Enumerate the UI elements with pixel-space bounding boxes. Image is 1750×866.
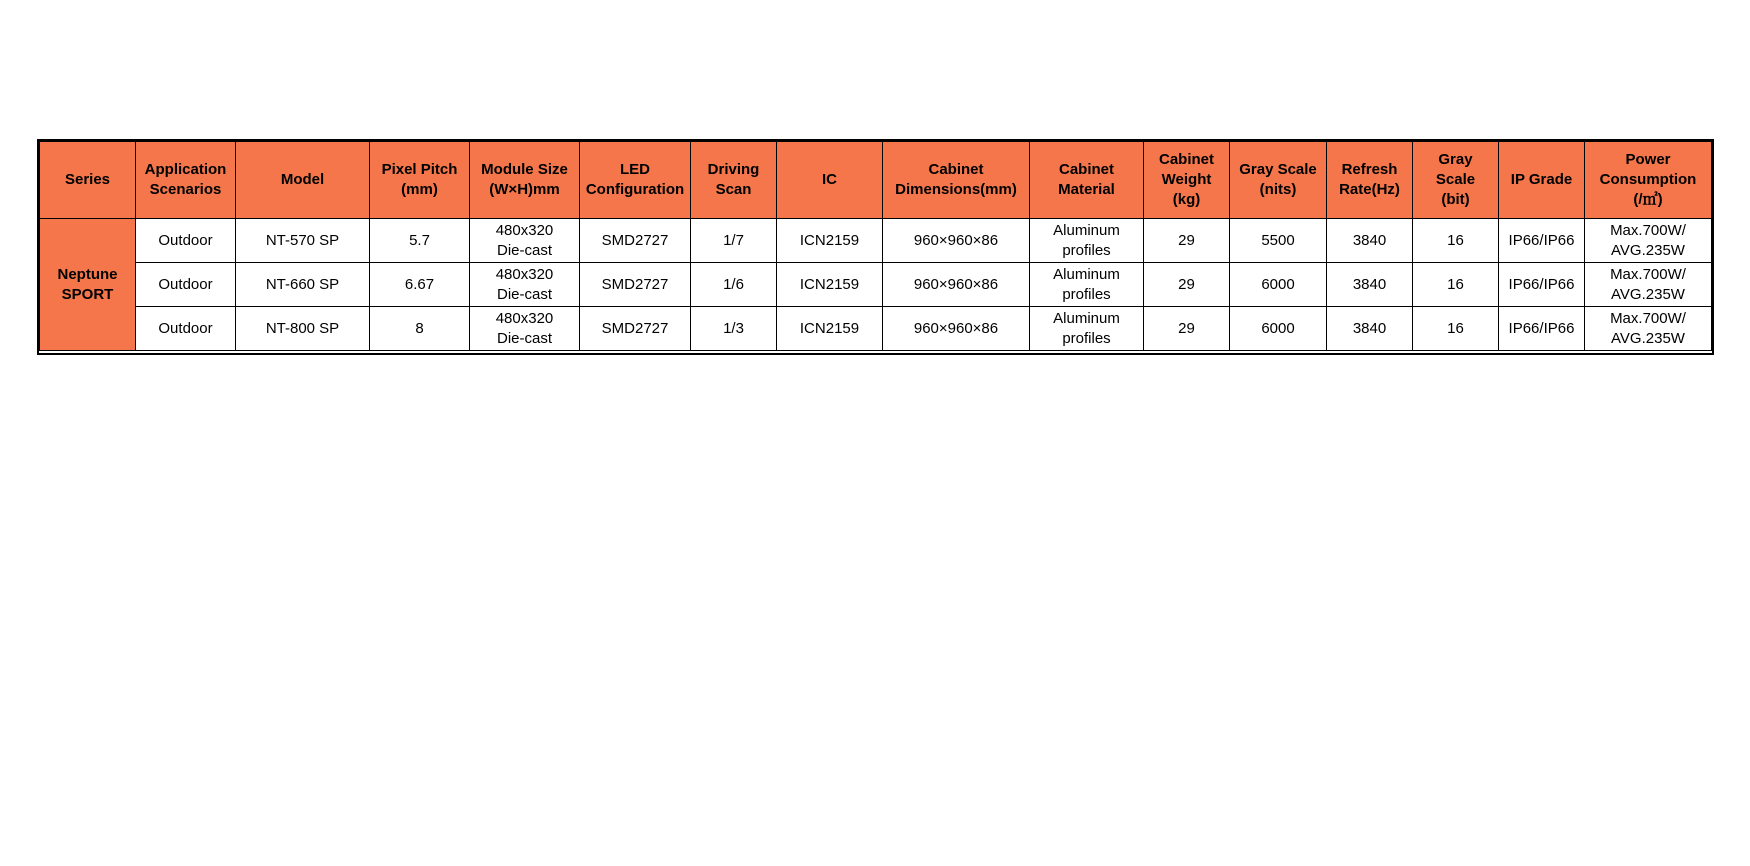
header-cabinet-weight: Cabinet Weight (kg) <box>1144 142 1230 219</box>
table-row <box>40 307 1712 351</box>
cell-driving-scan: 1/6 <box>691 263 777 307</box>
series-cell: Neptune SPORT <box>40 219 136 351</box>
cell-gray-scale-bit: 16 <box>1413 219 1499 263</box>
cell-cabinet-dimensions: 960×960×86 <box>883 219 1030 263</box>
cell-power-consumption: Max.700W/ AVG.235W <box>1585 219 1712 263</box>
cell-gray-scale-bit: 16 <box>1413 307 1499 351</box>
cell-module-size: 480x320 Die-cast <box>470 263 580 307</box>
cell-cabinet-weight: 29 <box>1144 263 1230 307</box>
cell-driving-scan: 1/7 <box>691 219 777 263</box>
header-gray-scale-bit: Gray Scale (bit) <box>1413 142 1499 219</box>
cell-pixel-pitch: 5.7 <box>370 219 470 263</box>
cell-led-configuration: SMD2727 <box>580 263 691 307</box>
cell-model: NT-660 SP <box>236 263 370 307</box>
cell-cabinet-dimensions: 960×960×86 <box>883 307 1030 351</box>
header-cabinet-dimensions: Cabinet Dimensions(mm) <box>883 142 1030 219</box>
cell-led-configuration: SMD2727 <box>580 219 691 263</box>
header-row <box>40 142 1712 219</box>
cell-gray-scale-nits: 6000 <box>1230 307 1327 351</box>
cell-led-configuration: SMD2727 <box>580 307 691 351</box>
header-cabinet-material: Cabinet Material <box>1030 142 1144 219</box>
cell-refresh-rate: 3840 <box>1327 263 1413 307</box>
spec-sheet <box>37 139 1714 355</box>
table-row <box>40 263 1712 307</box>
spec-table <box>39 141 1712 351</box>
cell-ic: ICN2159 <box>777 307 883 351</box>
cell-ic: ICN2159 <box>777 263 883 307</box>
cell-power-consumption: Max.700W/ AVG.235W <box>1585 263 1712 307</box>
cell-refresh-rate: 3840 <box>1327 219 1413 263</box>
header-series: Series <box>40 142 136 219</box>
header-module-size: Module Size (W×H)mm <box>470 142 580 219</box>
header-application-scenarios: Application Scenarios <box>136 142 236 219</box>
cell-driving-scan: 1/3 <box>691 307 777 351</box>
cell-pixel-pitch: 6.67 <box>370 263 470 307</box>
cell-refresh-rate: 3840 <box>1327 307 1413 351</box>
table-row <box>40 219 1712 263</box>
header-pixel-pitch: Pixel Pitch (mm) <box>370 142 470 219</box>
cell-gray-scale-bit: 16 <box>1413 263 1499 307</box>
cell-scenario: Outdoor <box>136 263 236 307</box>
cell-model: NT-800 SP <box>236 307 370 351</box>
cell-ip-grade: IP66/IP66 <box>1499 307 1585 351</box>
cell-cabinet-weight: 29 <box>1144 219 1230 263</box>
cell-gray-scale-nits: 5500 <box>1230 219 1327 263</box>
cell-power-consumption: Max.700W/ AVG.235W <box>1585 307 1712 351</box>
header-model: Model <box>236 142 370 219</box>
cell-cabinet-material: Aluminum profiles <box>1030 263 1144 307</box>
header-gray-scale-nits: Gray Scale (nits) <box>1230 142 1327 219</box>
cell-scenario: Outdoor <box>136 307 236 351</box>
header-refresh-rate: Refresh Rate(Hz) <box>1327 142 1413 219</box>
cell-ip-grade: IP66/IP66 <box>1499 263 1585 307</box>
cell-cabinet-material: Aluminum profiles <box>1030 307 1144 351</box>
cell-module-size: 480x320 Die-cast <box>470 219 580 263</box>
cell-cabinet-dimensions: 960×960×86 <box>883 263 1030 307</box>
cell-pixel-pitch: 8 <box>370 307 470 351</box>
cell-gray-scale-nits: 6000 <box>1230 263 1327 307</box>
cell-module-size: 480x320 Die-cast <box>470 307 580 351</box>
cell-cabinet-material: Aluminum profiles <box>1030 219 1144 263</box>
cell-model: NT-570 SP <box>236 219 370 263</box>
cell-scenario: Outdoor <box>136 219 236 263</box>
cell-ic: ICN2159 <box>777 219 883 263</box>
header-ip-grade: IP Grade <box>1499 142 1585 219</box>
cell-cabinet-weight: 29 <box>1144 307 1230 351</box>
header-led-configuration: LED Configuration <box>580 142 691 219</box>
header-ic: IC <box>777 142 883 219</box>
header-power-consumption: Power Consumption (/㎡) <box>1585 142 1712 219</box>
header-driving-scan: Driving Scan <box>691 142 777 219</box>
cell-ip-grade: IP66/IP66 <box>1499 219 1585 263</box>
